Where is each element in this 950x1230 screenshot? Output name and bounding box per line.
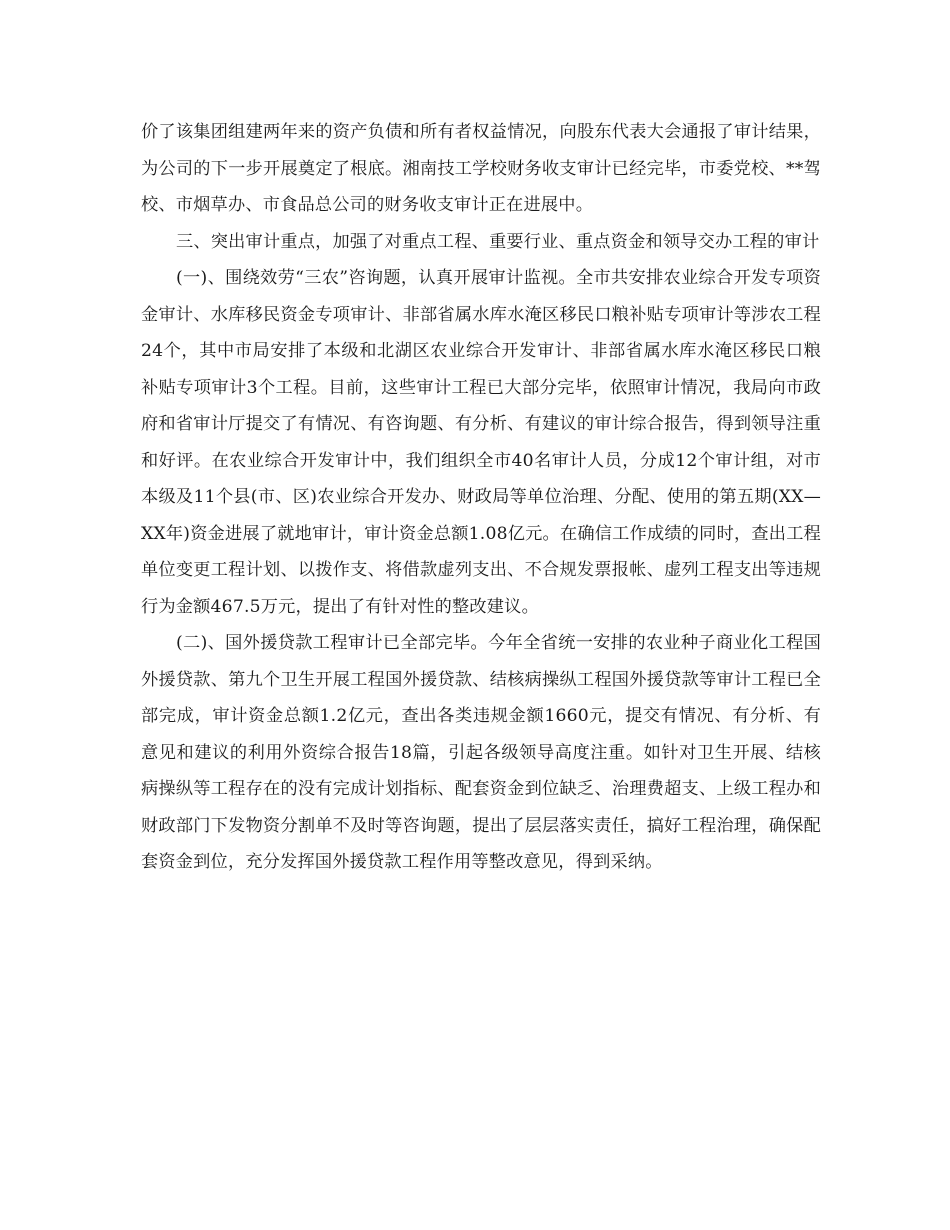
paragraph-subsection-two: (二)、国外援贷款工程审计已全部完毕。今年全省统一安排的农业种子商业化工程国外援贷款、第九个卫生开展工程国外援贷款、结核病操纵工程国外援贷款等审计工程已全部完成，审计资金总额1.2亿元，查出各类违规金额1660元，提交有情况、有分析、有意见和建议的利用外资综合报告18篇，引起各级领导高度注重。如针对卫生开展、结核病操纵等工程存在的没有完成计划指标、配套资金到位缺乏、治理费超支、上级工程办和财政部门下发物资分割单不及时等咨询题，提出了层层落实责任，搞好工程治理，确保配套资金到位，充分发挥国外援贷款工程作用等整改意见，得到采纳。: [141, 633, 821, 872]
paragraph-subsection-one: (一)、围绕效劳“三农”咨询题，认真开展审计监视。全市共安排农业综合开发专项资金审计、水库移民资金专项审计、非部省属水库水淹区移民口粮补贴专项审计等涉农工程24个，其中市局安排了本级和北湖区农业综合开发审计、非部省属水库水淹区移民口粮补贴专项审计3个工程。目前，这些审计工程已大部分完毕，依照审计情况，我局向市政府和省审计厅提交了有情况、有咨询题、有分析、有建议的审计综合报告，得到领导注重和好评。在农业综合开发审计中，我们组织全市40名审计人员，分成12个审计组，对市本级及11个县(市、区)农业综合开发办、财政局等单位治理、分配、使用的第五期(XX—XX年)资金进展了就地审计，审计资金总额1.08亿元。在确信工作成绩的同时，查出工程单位变更工程计划、以拨作支、将借款虚列支出、不合规发票报帐、虚列工程支出等违规行为金额467.5万元，提出了有针对性的整改建议。: [141, 268, 821, 617]
section-heading-three: 三、突出审计重点，加强了对重点工程、重要行业、重点资金和领导交办工程的审计: [176, 231, 820, 252]
document-body: [141, 114, 821, 881]
paragraph-continuation: 价了该集团组建两年来的资产负债和所有者权益情况，向股东代表大会通报了审计结果，为公司的下一步开展奠定了根底。湘南技工学校财务收支审计已经完毕，市委党校、**驾校、市烟草办、市食品总公司的财务收支审计正在进展中。: [141, 122, 821, 215]
